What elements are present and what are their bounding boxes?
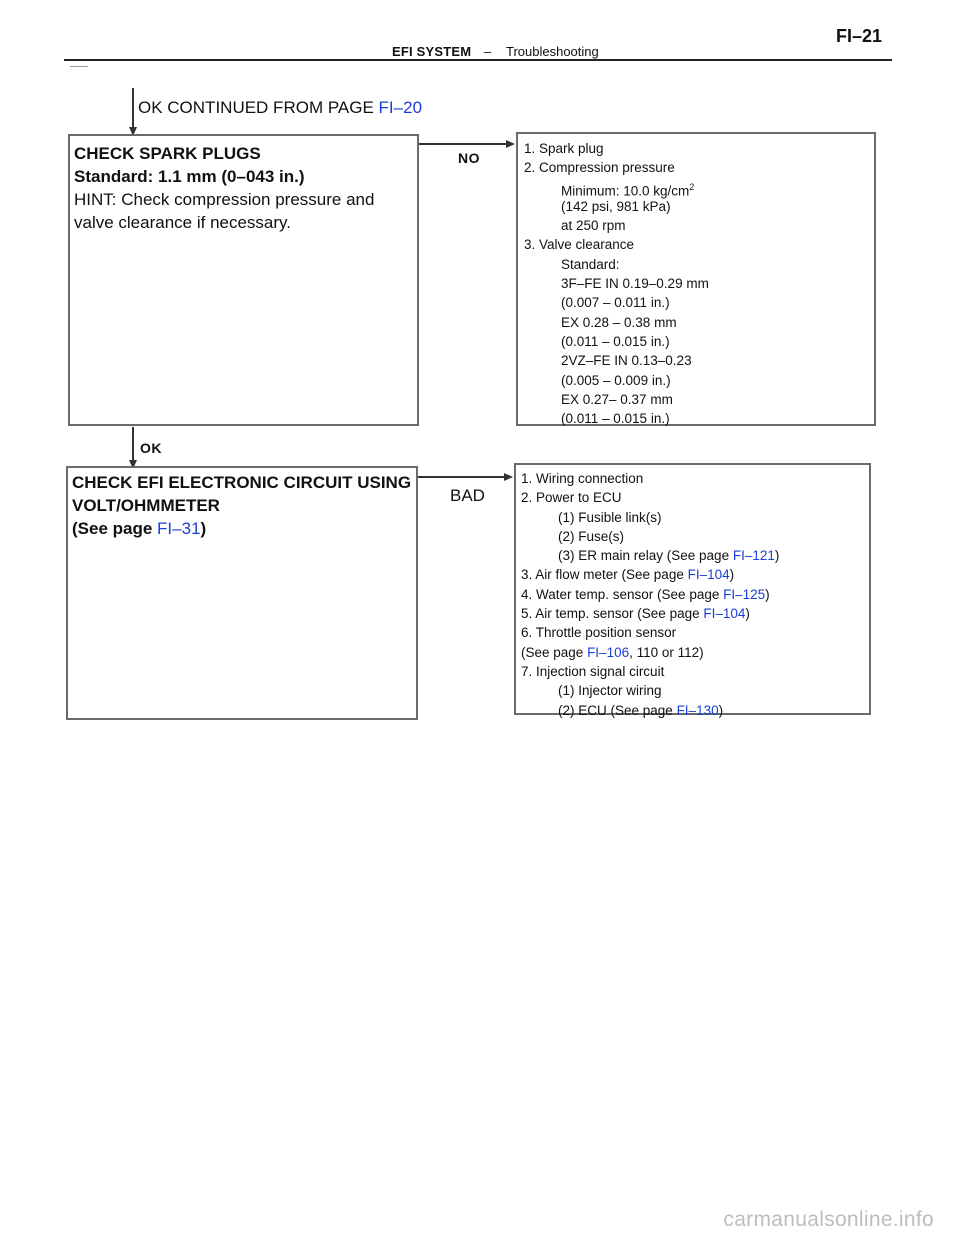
step-check-spark-plugs xyxy=(68,134,419,426)
list2-item xyxy=(521,643,779,662)
check-list-2-items xyxy=(521,469,779,720)
list1-item: Standard: xyxy=(561,256,620,272)
flow-arrow-no xyxy=(506,140,515,148)
page-ref-prefix: (See page xyxy=(72,519,158,538)
unit-superscript: 2 xyxy=(689,181,695,192)
step2-title: CHECK EFI ELECTRONIC CIRCUIT USING xyxy=(72,473,412,492)
page-link-fi-104[interactable]: FI–104 xyxy=(703,606,746,622)
continued-page-link[interactable]: FI–20 xyxy=(378,98,423,117)
flow-line-bad xyxy=(418,476,505,478)
list2-item xyxy=(521,701,779,720)
page-number: FI–21 xyxy=(836,26,883,46)
item-text: (2) ECU (See page xyxy=(558,702,677,718)
item-text: ) xyxy=(745,606,750,622)
flow-line-no xyxy=(419,143,507,145)
list1-item: 2VZ–FE IN 0.13–0.23 xyxy=(561,353,692,369)
list1-item: 1. Spark plug xyxy=(524,141,604,156)
item-text: 5. Air temp. sensor (See page xyxy=(521,606,704,622)
list1-item xyxy=(524,178,709,197)
min-pressure: Minimum: 10.0 kg/cm xyxy=(561,183,690,199)
page-link-fi-104[interactable]: FI–104 xyxy=(687,567,730,583)
list2-item xyxy=(521,565,779,584)
item-text: (See page xyxy=(521,644,588,660)
flow-line-top xyxy=(132,88,134,128)
list1-item: at 250 rpm xyxy=(561,218,626,234)
item-text: 4. Water temp. sensor (See page xyxy=(521,586,724,602)
continued-note xyxy=(138,96,422,119)
list1-item: EX 0.27– 0.37 mm xyxy=(561,391,673,407)
step-check-efi-circuit xyxy=(66,466,418,720)
list2-item xyxy=(521,585,779,604)
list1-item: 2. Compression pressure xyxy=(524,160,675,176)
page-link-fi-130[interactable]: FI–130 xyxy=(676,702,719,718)
page-link-fi-106[interactable]: FI–106 xyxy=(587,644,630,660)
item-text: (3) ER main relay (See page xyxy=(558,548,733,564)
branch-bad-label: BAD xyxy=(450,486,485,505)
item-text: , 110 or 112) xyxy=(629,644,704,660)
flow-line-ok xyxy=(132,427,134,463)
step2-page-ref xyxy=(72,517,206,540)
list2-item: 7. Injection signal circuit xyxy=(521,663,665,679)
header-rule xyxy=(64,59,892,61)
branch-ok-label: OK xyxy=(140,440,162,456)
list2-item: (1) Fusible link(s) xyxy=(558,509,662,525)
scan-mark xyxy=(70,66,88,67)
page-link-fi-125[interactable]: FI–125 xyxy=(723,586,766,602)
list2-item xyxy=(521,546,779,565)
step1-standard: Standard: 1.1 mm (0–043 in.) xyxy=(74,167,305,186)
list1-item: (0.005 – 0.009 in.) xyxy=(561,372,671,388)
section-title: EFI SYSTEM xyxy=(392,44,472,59)
continued-text: OK CONTINUED FROM PAGE xyxy=(138,98,379,117)
list2-item: 1. Wiring connection xyxy=(521,471,644,486)
list2-item: (2) Fuse(s) xyxy=(558,528,625,544)
list1-item: 3F–FE IN 0.19–0.29 mm xyxy=(561,276,709,292)
step1-title: CHECK SPARK PLUGS xyxy=(74,144,261,163)
step2-title-line2: VOLT/OHMMETER xyxy=(72,496,220,515)
step1-hint-line1: HINT: Check compression pressure and xyxy=(74,190,375,209)
branch-no-label: NO xyxy=(458,150,480,166)
list2-item xyxy=(521,604,779,623)
step2-page-link[interactable]: FI–31 xyxy=(157,519,201,538)
page-ref-suffix: ) xyxy=(200,519,207,538)
list2-item: 6. Throttle position sensor xyxy=(521,625,677,641)
step1-hint-line2: valve clearance if necessary. xyxy=(74,213,292,232)
list1-item: (0.011 – 0.015 in.) xyxy=(561,411,670,427)
list1-item: (0.007 – 0.011 in.) xyxy=(561,295,670,311)
check-list-1 xyxy=(516,132,876,426)
list1-item: (0.011 – 0.015 in.) xyxy=(561,333,670,349)
item-text: ) xyxy=(774,548,780,564)
list2-item: (1) Injector wiring xyxy=(558,683,662,699)
section-subtitle: Troubleshooting xyxy=(506,44,599,59)
watermark: carmanualsonline.info xyxy=(723,1208,934,1231)
list1-item: EX 0.28 – 0.38 mm xyxy=(561,314,677,330)
list2-item: 2. Power to ECU xyxy=(521,490,622,506)
check-list-1-items xyxy=(524,139,709,428)
list1-item: (142 psi, 981 kPa) xyxy=(561,198,671,214)
flow-arrow-bad xyxy=(504,473,513,481)
check-list-2 xyxy=(514,463,871,718)
list1-item: 3. Valve clearance xyxy=(524,237,635,253)
header-separator: – xyxy=(484,44,492,59)
page-link-fi-121[interactable]: FI–121 xyxy=(732,548,775,564)
item-text: ) xyxy=(718,702,724,718)
item-text: ) xyxy=(729,567,735,583)
item-text: ) xyxy=(765,586,770,602)
item-text: 3. Air flow meter (See page xyxy=(521,567,688,583)
